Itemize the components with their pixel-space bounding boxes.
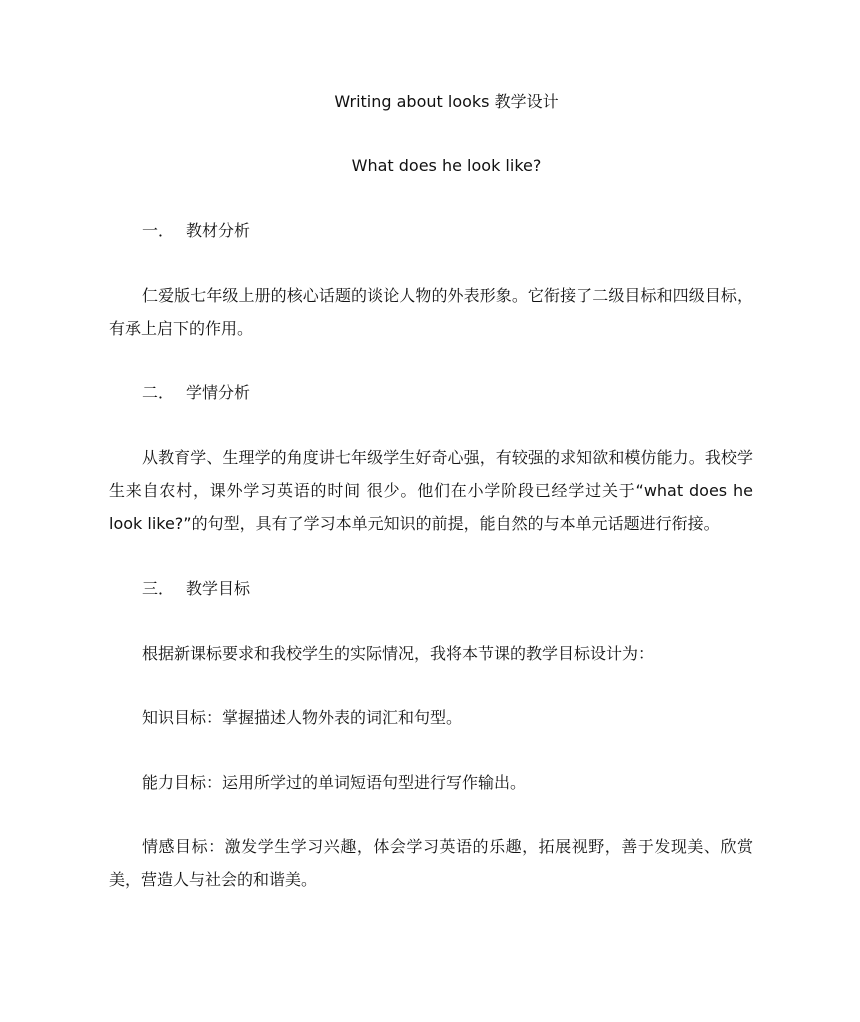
section-number-1: 一．	[142, 221, 175, 240]
section-title-1: 教材分析	[186, 221, 251, 240]
document-subtitle: What does he look like?	[351, 156, 542, 175]
section-number-2: 二．	[142, 383, 175, 402]
section-1-paragraph-1: 仁爱版七年级上册的核心话题的谈论人物的外表形象。它衔接了二级目标和四级目标，有承上启下的作用。	[109, 286, 753, 338]
section-title-3: 教学目标	[186, 579, 251, 598]
section-title-2: 学情分析	[186, 383, 251, 402]
section-heading-2	[142, 383, 250, 403]
section-heading-1	[142, 221, 250, 241]
section-2-paragraph-1: 从教育学、生理学的角度讲七年级学生好奇心强，有较强的求知欲和模仿能力。我校学生来自农村，课外学习英语的时间 很少。他们在小学阶段已经学过关于“what does he look like?”的句型，具有了学习本单元知识的前提，能自然的与本单元话题进行衔接。	[109, 448, 753, 533]
section-3-paragraph-1: 根据新课标要求和我校学生的实际情况，我将本节课的教学目标设计为：	[142, 644, 655, 663]
document-title: Writing about looks 教学设计	[334, 92, 559, 111]
section-number-3: 三．	[142, 579, 175, 598]
section-3-paragraph-4: 情感目标：激发学生学习兴趣，体会学习英语的乐趣，拓展视野，善于发现美、欣赏美，营造人与社会的和谐美。	[109, 837, 753, 889]
section-heading-3	[142, 579, 250, 599]
section-3-paragraph-3: 能力目标：运用所学过的单词短语句型进行写作输出。	[142, 773, 527, 792]
section-3-paragraph-2: 知识目标：掌握描述人物外表的词汇和句型。	[142, 708, 463, 727]
